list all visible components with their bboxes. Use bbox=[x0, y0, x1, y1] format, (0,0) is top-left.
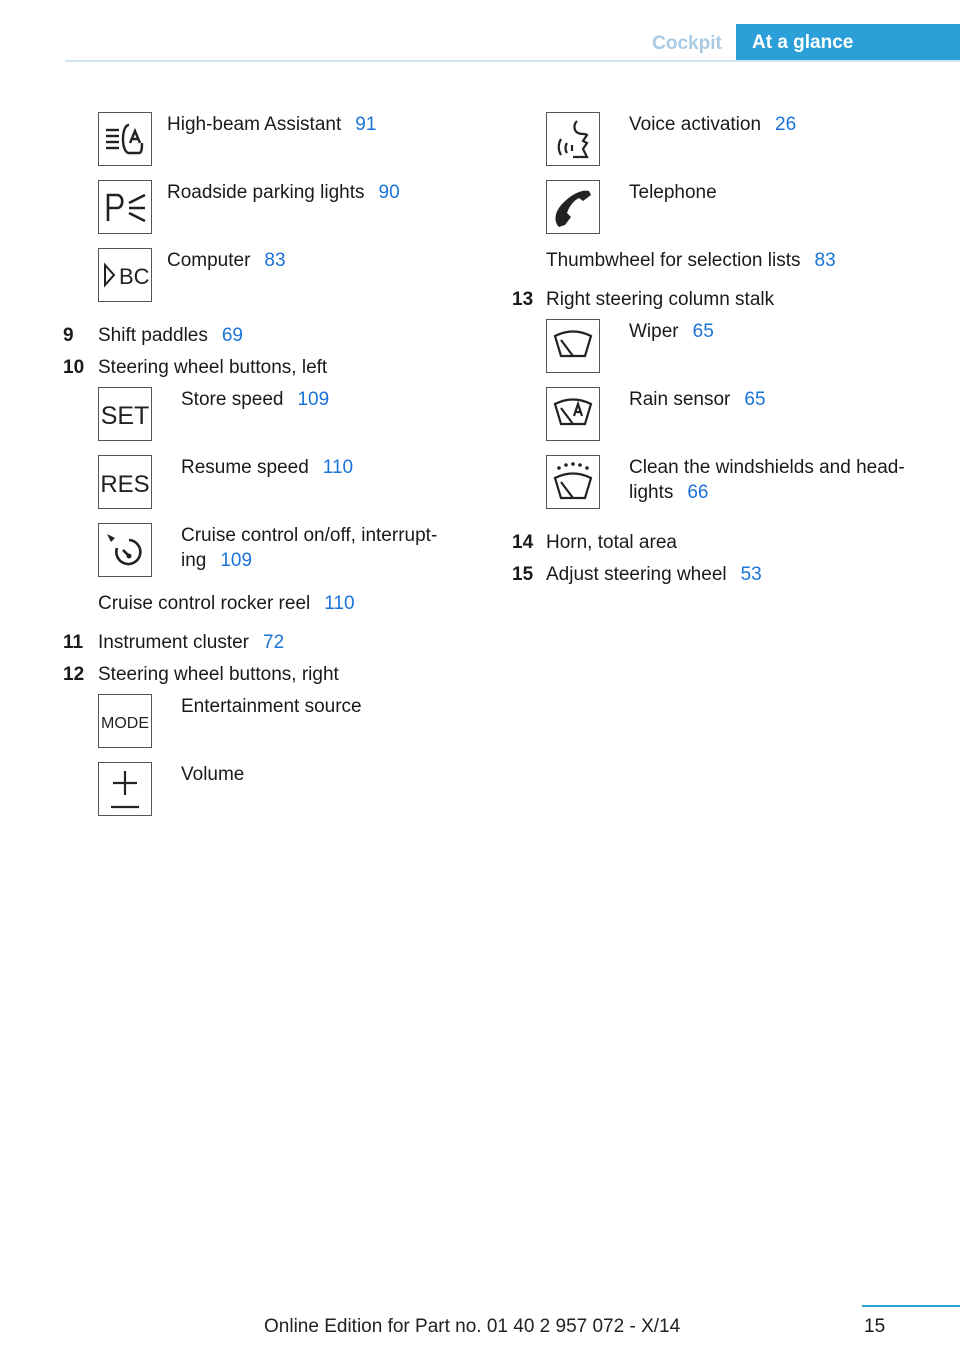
computer-label: Computer bbox=[167, 250, 251, 271]
washer-icon bbox=[546, 455, 600, 509]
resume-speed-page-link[interactable]: 110 bbox=[322, 457, 354, 478]
clean-windshields-label-cont: lights bbox=[629, 482, 674, 503]
thumbwheel-page-link[interactable]: 83 bbox=[814, 250, 836, 271]
rocker-reel-label: Cruise control rocker reel bbox=[98, 593, 311, 614]
steering-buttons-right-label: Steering wheel buttons, right bbox=[98, 664, 339, 685]
cruise-control-entry-line1: Cruise control on/off, interrupt- bbox=[181, 525, 438, 546]
parking-lights-entry bbox=[167, 180, 400, 205]
high-beam-assistant-icon bbox=[98, 112, 152, 166]
resume-speed-label: Resume speed bbox=[181, 457, 309, 478]
wiper-entry bbox=[629, 319, 714, 344]
footer-rule bbox=[862, 1305, 960, 1307]
parking-lights-page-link[interactable]: 90 bbox=[378, 182, 400, 203]
thumbwheel-entry bbox=[546, 248, 836, 273]
store-speed-label: Store speed bbox=[181, 389, 284, 410]
volume-label: Volume bbox=[181, 764, 245, 785]
voice-activation-page-link[interactable]: 26 bbox=[775, 114, 797, 135]
wiper-page-link[interactable]: 65 bbox=[692, 321, 714, 342]
adjust-steering-wheel-label: Adjust steering wheel bbox=[546, 564, 727, 585]
header-rule bbox=[65, 60, 960, 62]
voice-activation-icon bbox=[546, 112, 600, 166]
rocker-reel-page-link[interactable]: 110 bbox=[324, 593, 355, 614]
item-15-number: 15 bbox=[512, 564, 534, 585]
svg-text:BC: BC bbox=[119, 264, 150, 289]
rain-sensor-label: Rain sensor bbox=[629, 389, 731, 410]
instrument-cluster-page-link[interactable]: 72 bbox=[263, 632, 285, 653]
computer-entry bbox=[167, 248, 286, 273]
set-icon bbox=[98, 387, 152, 441]
mode-icon-text: MODE bbox=[101, 715, 149, 732]
rocker-reel-entry bbox=[98, 591, 355, 616]
telephone-icon bbox=[546, 180, 600, 234]
computer-bc-icon bbox=[98, 248, 152, 302]
entertainment-source-label: Entertainment source bbox=[181, 696, 362, 717]
item-11-entry bbox=[98, 630, 284, 655]
item-9-entry bbox=[98, 323, 243, 348]
computer-page-link[interactable]: 83 bbox=[264, 250, 286, 271]
parking-lights-icon bbox=[98, 180, 152, 234]
horn-label: Horn, total area bbox=[546, 532, 677, 553]
header-tab-at-a-glance[interactable]: At a glance bbox=[736, 24, 960, 62]
cruise-control-label-cont: ing bbox=[181, 550, 207, 571]
voice-activation-label: Voice activation bbox=[629, 114, 762, 135]
shift-paddles-page-link[interactable]: 69 bbox=[221, 325, 243, 346]
res-icon bbox=[98, 455, 152, 509]
rain-sensor-entry bbox=[629, 387, 766, 412]
high-beam-assistant-page-link[interactable]: 91 bbox=[355, 114, 377, 135]
mode-icon bbox=[98, 694, 152, 748]
page-number: 15 bbox=[864, 1316, 886, 1337]
set-icon-text: SET bbox=[100, 402, 150, 430]
clean-windshields-line1: Clean the windshields and head- bbox=[629, 457, 905, 478]
steering-buttons-left-label: Steering wheel buttons, left bbox=[98, 357, 328, 378]
store-speed-page-link[interactable]: 109 bbox=[297, 389, 330, 410]
item-12-number: 12 bbox=[63, 664, 85, 685]
thumbwheel-label: Thumbwheel for selection lists bbox=[546, 250, 801, 271]
adjust-steering-wheel-page-link[interactable]: 53 bbox=[740, 564, 762, 585]
rain-sensor-icon bbox=[546, 387, 600, 441]
clean-windshields-line2 bbox=[629, 480, 709, 505]
item-9-number: 9 bbox=[63, 325, 74, 346]
volume-plus-minus-icon bbox=[98, 762, 152, 816]
high-beam-assistant-entry bbox=[167, 112, 376, 137]
item-14-number: 14 bbox=[512, 532, 534, 553]
cruise-control-page-link[interactable]: 109 bbox=[220, 550, 253, 571]
footer-edition: Online Edition for Part no. 01 40 2 957 072 - X/14 bbox=[264, 1316, 681, 1337]
store-speed-entry bbox=[181, 387, 329, 412]
instrument-cluster-label: Instrument cluster bbox=[98, 632, 249, 653]
cruise-control-icon bbox=[98, 523, 152, 577]
resume-speed-entry bbox=[181, 455, 353, 480]
item-11-number: 11 bbox=[63, 632, 84, 653]
parking-lights-label: Roadside parking lights bbox=[167, 182, 365, 203]
res-icon-text: RES bbox=[100, 471, 150, 498]
right-stalk-label: Right steering column stalk bbox=[546, 289, 775, 310]
wiper-icon bbox=[546, 319, 600, 373]
item-10-number: 10 bbox=[63, 357, 85, 378]
wiper-label: Wiper bbox=[629, 321, 679, 342]
header-section-cockpit[interactable]: Cockpit bbox=[652, 33, 722, 54]
high-beam-assistant-label: High-beam Assistant bbox=[167, 114, 342, 135]
clean-windshields-page-link[interactable]: 66 bbox=[687, 482, 709, 503]
cruise-control-entry-line2 bbox=[181, 548, 252, 573]
telephone-label: Telephone bbox=[629, 182, 717, 203]
rain-sensor-page-link[interactable]: 65 bbox=[744, 389, 766, 410]
voice-activation-entry bbox=[629, 112, 796, 137]
item-13-number: 13 bbox=[512, 289, 534, 310]
item-15-entry bbox=[546, 562, 762, 587]
shift-paddles-label: Shift paddles bbox=[98, 325, 208, 346]
